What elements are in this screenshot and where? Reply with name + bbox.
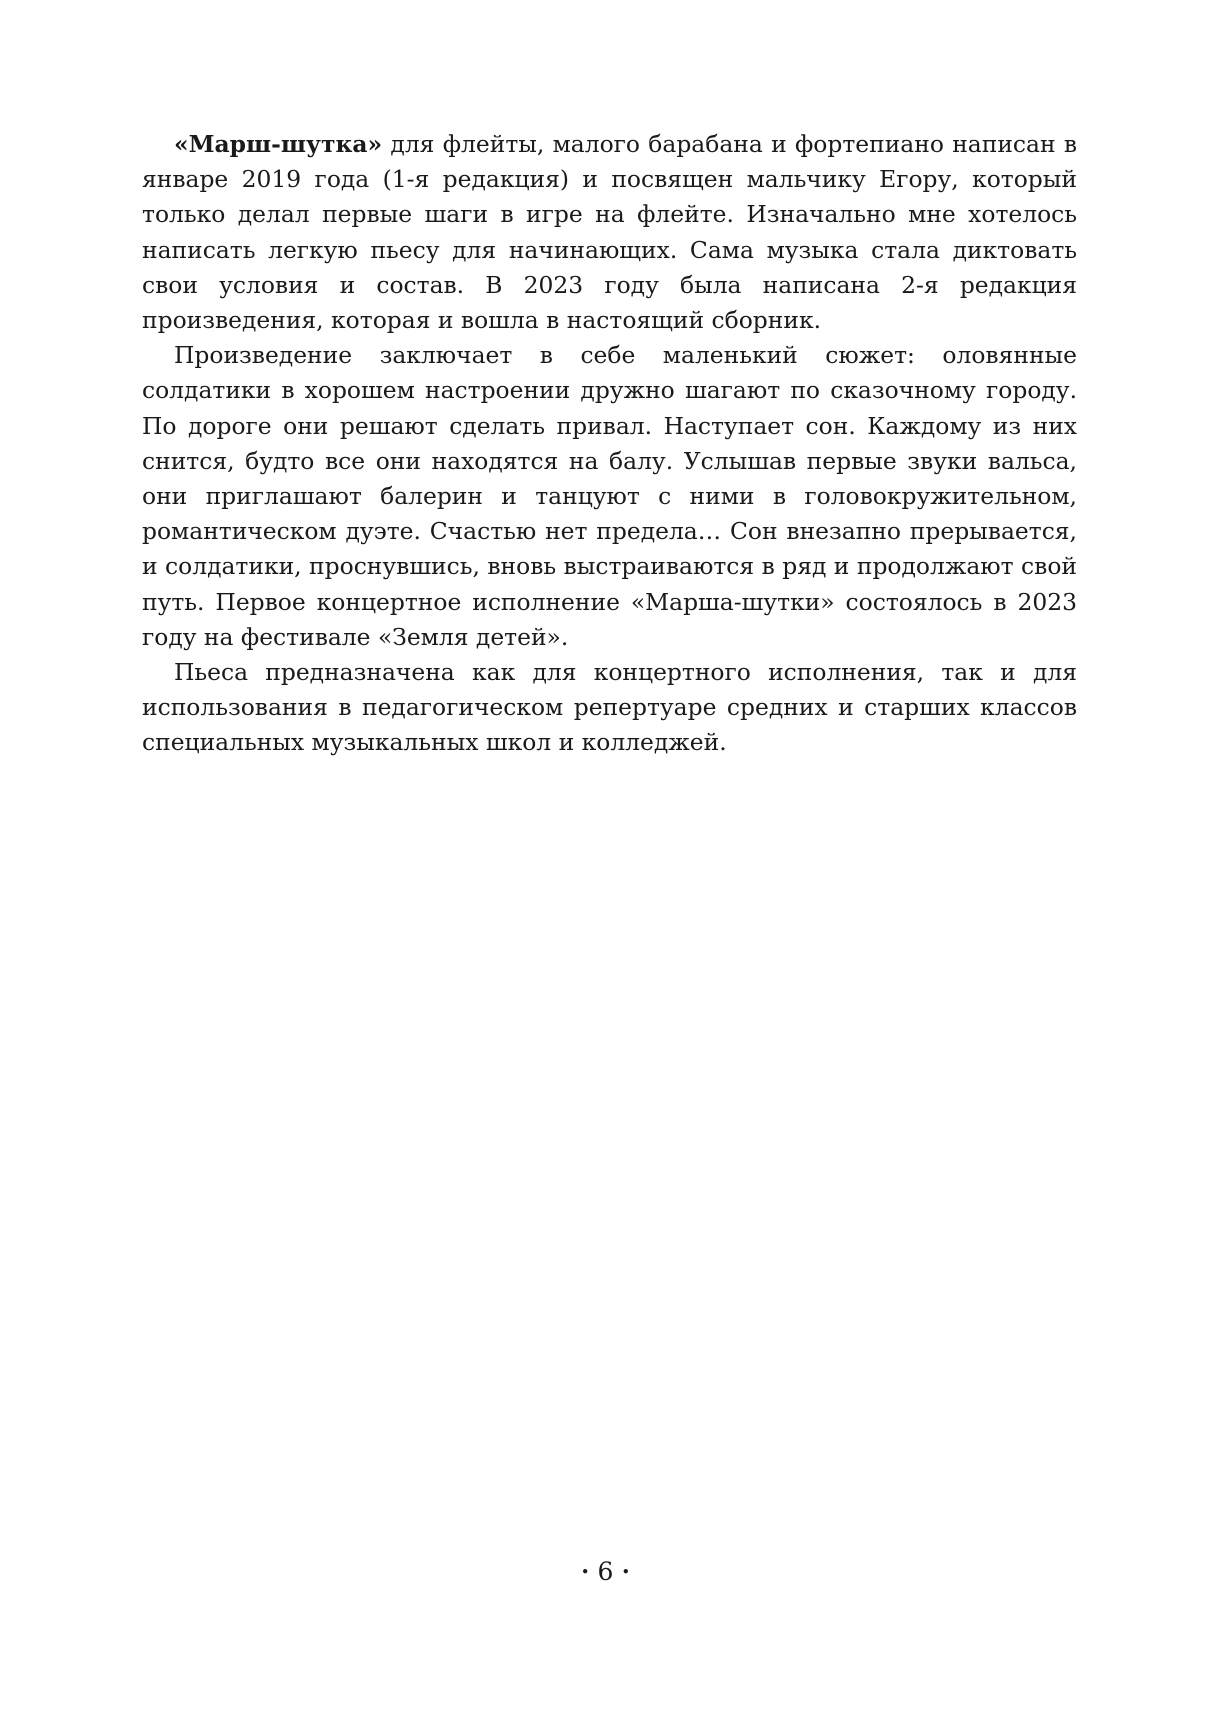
bullet-right-icon: •: [621, 1562, 631, 1581]
paragraph-dedication: [142, 127, 1077, 338]
page-number-value: 6: [597, 1557, 614, 1586]
paragraph-purpose: Пьеса предназначена как для концертного исполнения, так и для использования в педагогическом репертуаре средних и старших классов специальных музыкальных школ и колледжей.: [142, 658, 1077, 757]
paragraph-plot: Произведение заключает в себе маленький сюжет: оловянные солдатики в хорошем настроении дружно шагают по сказочному городу. По дороге они решают сделать привал. Наступает сон. Каждому из них снится, будто все они находятся на балу. Услышав первые звуки вальса, они приглашают балерин и танцуют с ними в головокружительном, романтическом дуэте. Счастью нет предела… Сон внезапно прерывается, и солдатики, проснувшись, вновь выстраиваются в ряд и продолжают свой путь. Первое концертное исполнение «Марша-шутки» состоялось в 2023 году на фестивале «Земля детей».: [142, 341, 1077, 651]
page-number: [0, 1556, 1211, 1590]
paragraph-dedication-text: для флейты, малого барабана и фортепиано написан в январе 2019 года (1-я редакция) и посвящен мальчику Егору, который только делал первые шаги в игре на флейте. Изначально мне хотелось написать легкую пьесу для начинающих. Сама музыка стала диктовать свои условия и состав. В 2023 году была написана 2-я редакция произведения, которая и вошла в настоящий сборник.: [142, 130, 1077, 335]
bullet-left-icon: •: [580, 1562, 590, 1581]
body-text: [142, 127, 1077, 761]
work-title: «Марш-шутка»: [174, 130, 383, 158]
